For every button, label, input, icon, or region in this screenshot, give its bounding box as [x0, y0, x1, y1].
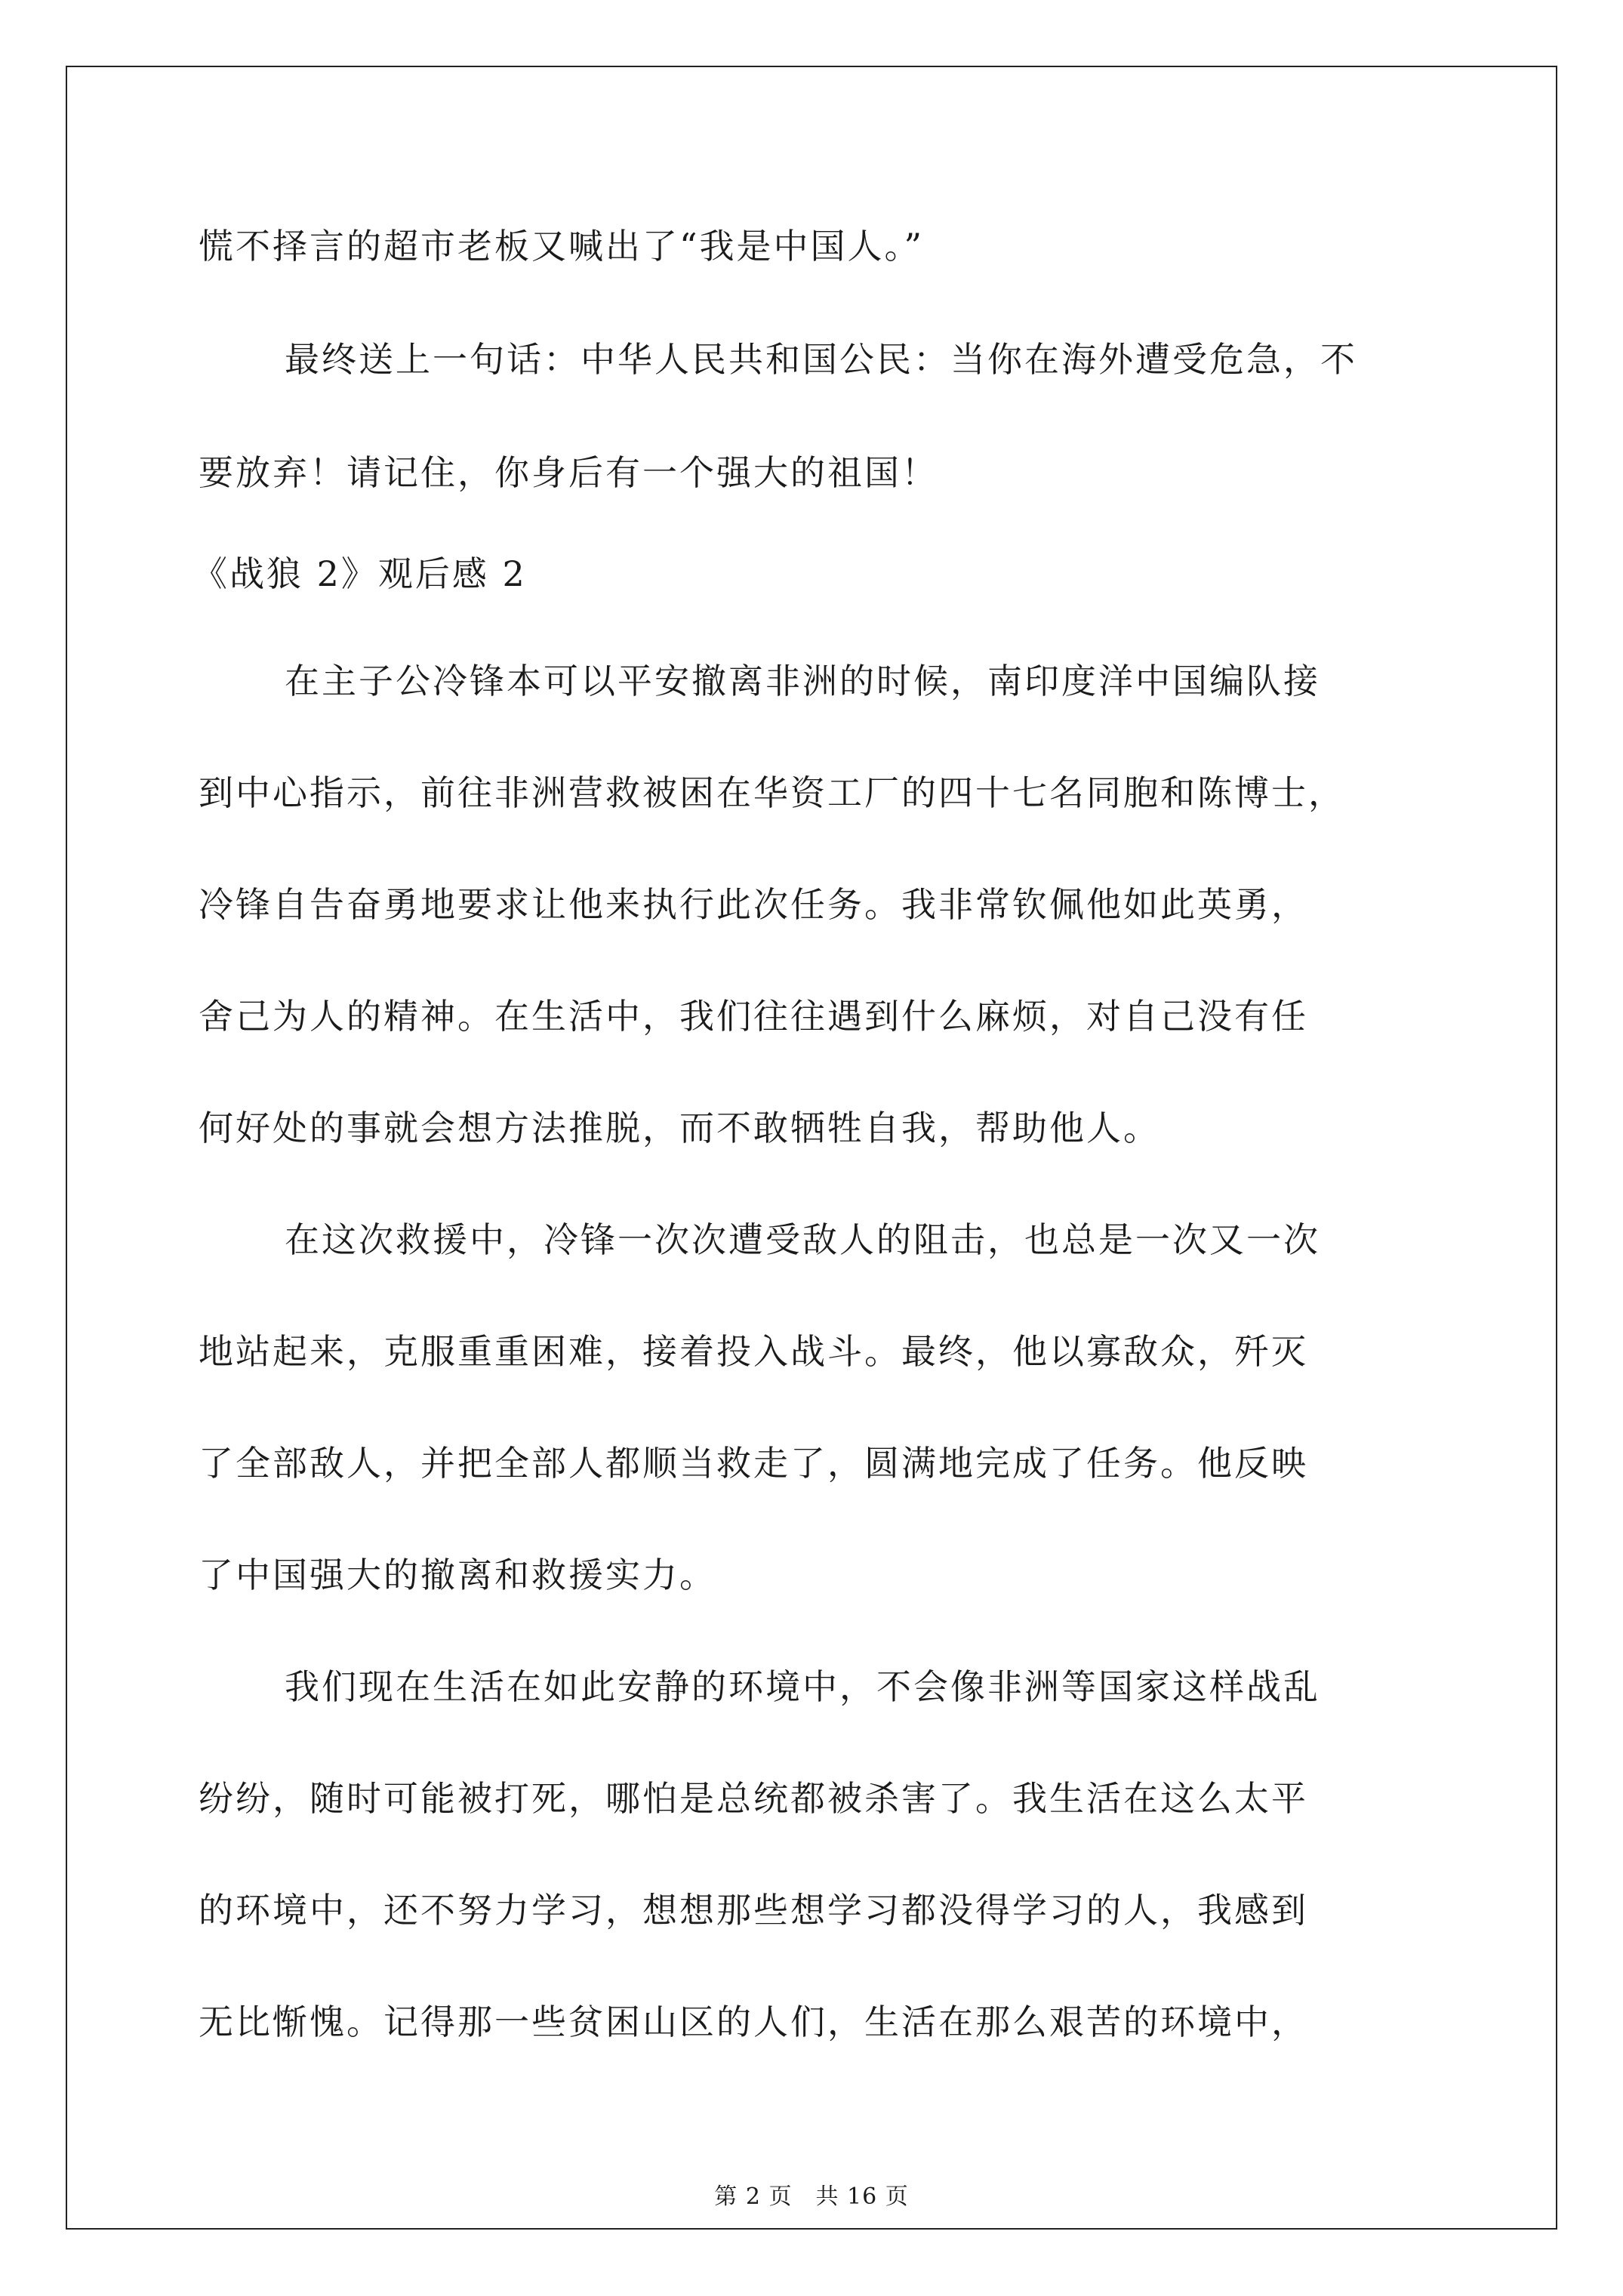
text-line: 地站起来，克服重重困难，接着投入战斗。最终，他以寡敌众，歼灭	[199, 1331, 1308, 1372]
text-line: 无比惭愧。记得那一些贫困山区的人们，生活在那么艰苦的环境中，	[199, 2002, 1308, 2042]
text-line: 了全部敌人，并把全部人都顺当救走了，圆满地完成了任务。他反映	[199, 1443, 1308, 1484]
section-heading: 《战狼 2》观后感 2	[192, 553, 527, 594]
paragraph-line: 我们现在生活在如此安静的环境中，不会像非洲等国家这样战乱	[285, 1666, 1320, 1707]
text-line: 慌不择言的超市老板又喊出了“我是中国人。”	[199, 226, 925, 267]
paragraph-line: 最终送上一句话：中华人民共和国公民：当你在海外遭受危急，不	[285, 339, 1357, 380]
text-line: 到中心指示，前往非洲营救被困在华资工厂的四十七名同胞和陈博士，	[199, 772, 1345, 813]
text-line: 的环境中，还不努力学习，想想那些想学习都没得学习的人，我感到	[199, 1890, 1308, 1931]
page-number-footer: 第 2 页 共 16 页	[714, 2184, 909, 2210]
text-line: 纷纷，随时可能被打死，哪怕是总统都被杀害了。我生活在这么太平	[199, 1778, 1308, 1819]
text-line: 要放弃！请记住，你身后有一个强大的祖国！	[199, 452, 938, 493]
text-line: 冷锋自告奋勇地要求让他来执行此次任务。我非常钦佩他如此英勇，	[199, 884, 1308, 925]
text-line: 了中国强大的撤离和救援实力。	[199, 1555, 716, 1595]
paragraph-line: 在主子公冷锋本可以平安撤离非洲的时候，南印度洋中国编队接	[285, 661, 1320, 701]
text-line: 何好处的事就会想方法推脱，而不敢牺牲自我，帮助他人。	[199, 1108, 1160, 1148]
text-line: 舍己为人的精神。在生活中，我们往往遇到什么麻烦，对自己没有任	[199, 996, 1308, 1037]
paragraph-line: 在这次救援中，冷锋一次次遭受敌人的阻击，也总是一次又一次	[285, 1219, 1320, 1260]
